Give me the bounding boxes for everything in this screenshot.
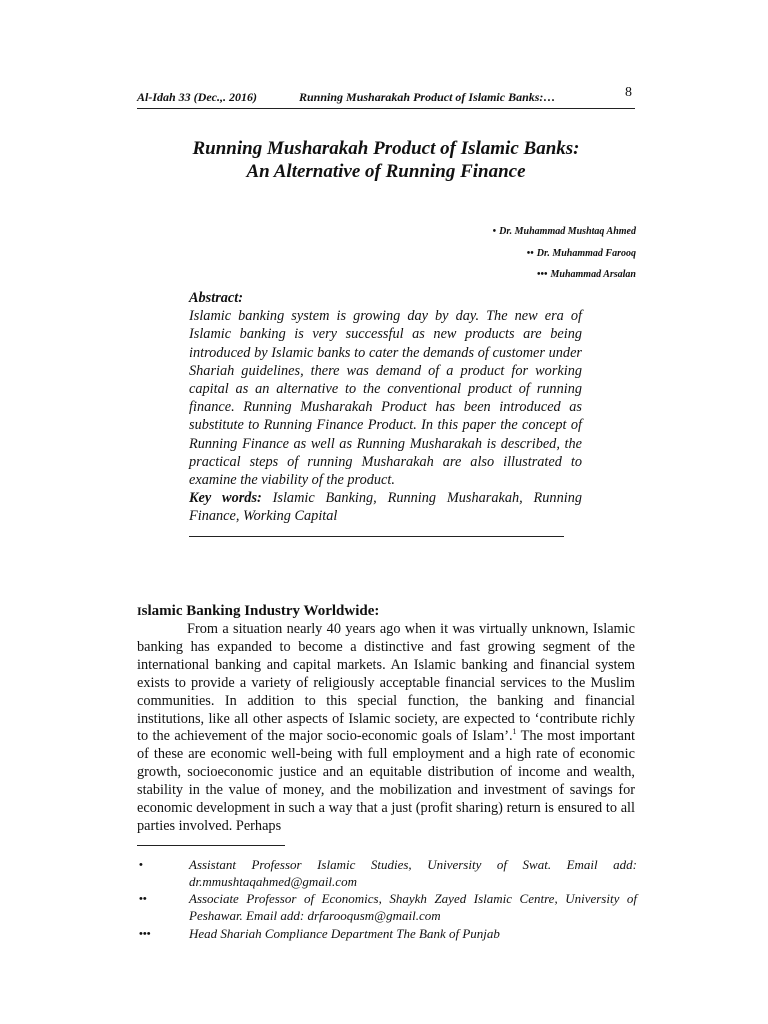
page-number: 8 — [625, 85, 632, 100]
footnote-2 — [137, 891, 637, 924]
footnote-divider — [137, 845, 285, 846]
keywords-list: Islamic Banking, Running Musharakah, Running Finance, Working Capital — [189, 490, 582, 525]
journal-citation: Al-Idah 33 (Dec.,. 2016) — [137, 90, 257, 104]
footnote-3-text: Head Shariah Compliance Department The Bank of Punjab — [189, 926, 500, 941]
abstract-divider — [189, 536, 564, 537]
paragraph-part-1: From a situation nearly 40 years ago when it was virtually unknown, Islamic banking has expanded to become a distinctive and fast growing segment of the international banking and capital markets. An Islamic banking and financial system exists to provide a variety of religiously acceptable financial services to the Muslim communities. In addition to this special function, the banking and financial institutions, like all other aspects of Islamic society, are expected to ‘contribute richly to the achievement of the major socio-economic goals of Islam’. — [137, 621, 635, 745]
author-3-name: Muhammad Arsalan — [550, 269, 636, 280]
section-heading — [137, 603, 379, 620]
footnote-reference[interactable]: 1 — [512, 727, 517, 737]
footnote-1 — [137, 857, 637, 890]
author-2 — [527, 248, 636, 259]
author-3 — [537, 269, 636, 280]
keywords-label: Key words: — [189, 490, 262, 507]
abstract-text: Islamic banking system is growing day by day. The new era of Islamic banking is very successful as new products are being introduced by Islamic banks to cater the demands of customer under Shariah guidelines, there was demand of a product for working capital as an alternative to the conventional product of running finance. Running Musharakah Product has been introduced as substitute to Running Finance Product. In this paper the concept of Running Finance as well as Running Musharakah is described, the practical steps of running Musharakah are also illustrated to examine the viability of the product. — [189, 308, 582, 489]
author-1-name: Dr. Muhammad Mushtaq Ahmed — [499, 226, 636, 237]
author-1 — [493, 226, 636, 237]
body-text — [137, 621, 635, 836]
footnote-1-marker: • — [139, 859, 143, 871]
running-header — [137, 85, 635, 109]
author-1-marker: • — [492, 226, 497, 237]
footnote-3-marker: ••• — [139, 928, 151, 940]
footnote-2-marker: •• — [139, 893, 147, 905]
section-heading-initial: I — [137, 604, 142, 618]
section-heading-text: slamic Banking Industry Worldwide: — [141, 603, 380, 619]
body-paragraph — [137, 621, 635, 836]
running-title: Running Musharakah Product of Islamic Banks:… — [299, 90, 556, 104]
keywords — [189, 489, 582, 525]
author-2-name: Dr. Muhammad Farooq — [536, 248, 636, 259]
footnote-1-text: Assistant Professor Islamic Studies, University of Swat. Email add: dr.mmushtaqahmed@gmail.com — [189, 857, 637, 889]
paragraph-part-2: The most important of these are economic well-being with full employment and a high rate of economic growth, socioeconomic justice and an equitable distribution of income and wealth, stability in the value of money, and the mobilization and investment of savings for economic development in such a way that a just (profit sharing) return is ensured to all parties involved. Perhaps — [137, 728, 635, 834]
paper-title-line-1: Running Musharakah Product of Islamic Banks: — [192, 138, 580, 159]
footnote-3 — [137, 926, 637, 943]
paper-title-line-2: An Alternative of Running Finance — [246, 161, 526, 182]
abstract-heading: Abstract: — [189, 290, 244, 306]
author-3-marker: ••• — [536, 269, 548, 280]
footnote-2-text: Associate Professor of Economics, Shaykh Zayed Islamic Centre, University of Peshawar. Email add: drfarooqusm@gmail.com — [189, 891, 637, 923]
abstract-block — [189, 289, 582, 537]
author-2-marker: •• — [526, 248, 534, 259]
